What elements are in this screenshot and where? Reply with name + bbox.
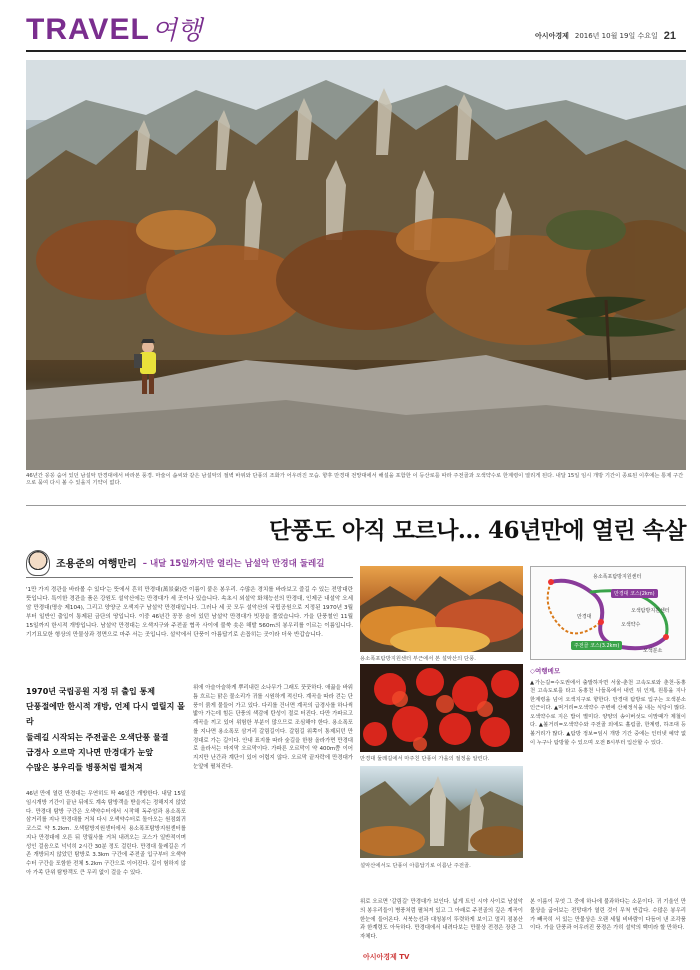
photo-red-maple [360,664,523,752]
subhead: 급경사 오르막 지나면 만경대가 눈앞 [26,747,154,757]
section-title-en: TRAVEL [26,13,150,46]
hero-caption: 46년간 꽁꽁 숨어 있던 남설악 만경대에서 바라본 풍경. 마술이 솜씨와 같은 남설악의 절벽 바위와 단풍의 조화가 어우러진 모습. 향후 만경대 전망대에서 해설을 포함한 이 등산로를 따라 주전골과 오색약수로 한계령이 열리게 된다. 내달 15일 임시 개방 기간이 종료된 이후에는 통제 구간으로 묶여 다시 볼 수 있을지 기약이 없다. [26,473,684,487]
page-header [0,0,700,56]
subhead: 단풍절에만 한시적 개방, 언제 다시 열릴지 몰라 [26,702,185,727]
photo-caption: 용소폭포탐방지원센터 부근에서 본 설악산의 단풍. [360,656,476,662]
trail-map [530,566,686,660]
map-label: 오색탐방지원센터 [631,608,670,614]
headline: 단풍도 아직 모르나… 46년만에 열린 속살 [269,517,686,544]
map-label: 오색분소 [643,648,663,654]
footer-logo [363,952,409,962]
valley-illustration [360,566,523,652]
map-label: 용소폭포탐방지원센터 [593,574,642,580]
mountain-landscape-illustration [26,60,686,470]
maple-leaves-illustration [360,664,523,752]
header-rule [26,50,686,52]
section-logo [26,10,202,47]
photo-foliage-valley [360,566,523,652]
author-caricature-icon [26,550,50,576]
masthead [535,30,676,42]
column-name: 조용준의 여행만리 [56,559,137,570]
issue-date: 2016년 10월 19일 수요일 [574,32,658,40]
section-title-ko: 여행 [151,16,203,46]
travel-memo-text: ▲가는길=수도권에서 출발하자면 서울-춘천 고속도로와 춘천-동홍천 고속도로를 타고 동홍천 나들목에서 내린 뒤 인제, 원통을 지나 한계령을 넘어 오색지구로 향한다. 만경대 탐방로 입구는 오색분소 인근이다. ▲먹거리=오색약수 주변에 산채정식을 내는 식당이 많다. 오색약수로 지은 밥이 별미다. 양양의 송이버섯도 이맘때가 제철이다. ▲볼거리=오색약수와 주전골 외에도 흘림골, 한계령, 하조대 등 볼거리가 많다. ▲탐방 정보=임시 개방 기간 중에는 인터넷 예약 없이 누구나 탐방할 수 있으며 오전 8시부터 입산할 수 있다. [530,679,686,746]
subhead: 1970년 국립공원 지정 뒤 출입 통제 [26,687,155,696]
hero-photo [26,60,686,470]
footer-logo-a: 아시아경제 [363,953,397,961]
map-course-tag: 만경대 코스(2km) [611,589,658,598]
travel-memo-title: ◇여행메모 [530,667,561,675]
footer-logo-b: TV [399,953,410,961]
article-lead: '1만 가지 경관을 바라볼 수 있다'는 뜻에서 흔히 만경대(萬景臺)란 이름이 붙은 봉우리. 수많은 경치를 바라보고 즐길 수 있는 전망대란 뜻입니다. 특이한 경관을 품은 강원도 설악산에는 만경대가 세 곳이나 있습니다. 속초시 외설악 화채능선의 만경대, 인제군 내설악 오세암 만경대(명승 제104), 그리고 양양군 오색지구 남설악 만경대입니다. 그러나 세 곳 모두 설악산의 국립공원으로 지정된 1970년 3월부터 일반인 출입이 통제된 금단의 땅입니다. 이중 46년간 꽁꽁 숨어 있던 남설악 만경대가 빗장을 풀었습니다. 가을 단풍철인 11월 15일까지 한시적 개방입니다. 남설악 만경대는 오색지구와 주전골 협곡 사이에 불쑥 솟은 해발 560m의 봉우리를 이르는 이름입니다. 기기묘묘한 형상의 만물상과 정면으로 마주 서는 곳입니다. 설악에서 단풍이 아름답기로 손꼽히는 곳이라 더욱 반갑습니다. [26,587,353,638]
subhead: 둘레길 시작되는 주전골은 오색단풍 물결 [26,732,169,742]
body-column-3: 위로 오르면 '갈림길' 만경대가 보인다. 넓게 트인 시야 사이로 남설악의 봉우리들이 병풍처럼 펼쳐져 있고 그 아래로 주전골의 깊은 계곡이 한눈에 들어온다. 서북능선과 대청봉이 뚜렷하게 보이고 멀리 점봉산과 한계령도 아득하다. 만경대에서 내려다보는 만물상 전경은 장관 그 자체다. [360,899,523,940]
article-subheads [26,684,186,775]
body-column-2: 위에 아슬아슬하게 뿌리내린 소나무가 그래도 꿋꿋하다. 애끓을 바위틈 흐르는 맑은 물소리가 귀를 시원하게 적신다. 계곡을 따라 걷는 단풍이 붉게 물들어 가고 있다. 다리를 건너면 계곡의 급경사를 하나씩 밟아 가는데 힘든 단풍의 색감에 탄성이 절로 터진다. 다만 가파르고 계곡을 끼고 있어 위험한 부분이 많으므로 조심해야 한다. 용소폭포를 지나면 용소폭포 삼거리 갈림길이다. 갈림길 위쪽이 통제되던 만경대로 가는 길이다. 안내 표지를 따라 숲길을 한참 올라가면 만경대로 올라서는 마지막 오르막이다. 가파른 오르막이 약 400m쯤 이어지지만 난간과 계단이 있어 어렵지 않다. 오르막 끝자락에 만경대가 눈앞에 펼쳐진다. [193,685,353,770]
column-subtitle: – 내달 15일까지만 열리는 남설악 만경대 둘레길 [142,558,325,569]
photo-jujeongol [360,766,523,858]
map-label: 오색약수 [621,622,641,628]
column-byline [26,548,353,578]
body-column-1: 46년 만에 열린 만경대는 우연히도 딱 46일간 개방한다. 내달 15일 임시개방 기간이 끝난 뒤에도 계속 탐방객을 받을지는 정해지지 않았다. 만경대 탐방 구간은 오색약수터에서 시작해 독주암과 용소폭포 삼거리를 지나 만경대를 거쳐 다시 오색약수터로 돌아오는 원점회귀 코스로 약 5.2km. 오색탐방지원센터에서 용소폭포탐방지원센터를 지나 만경대에 오른 뒤 망월사를 거쳐 내려오는 코스가 일반적이며 성인 걸음으로 넉넉히 2시간 30분 정도 걸린다. 만경대 둘레길은 기존 개방되지 않았던 탐방로 3.3km 구간에 주전골 입구부터 오색약수터 구간을 포함한 전체 5.2km 구간으로 이어진다. 길이 험하지 않아 가족 단위 탐방객도 큰 무리 없이 걸을 수 있다. [26,791,186,876]
map-label: 만경대 [577,614,592,620]
body-column-4: 본 이름이 무엇 그 중에 하나에 불과하다는 소문이다. 귀 기울인 만물상을 굽어보는 전망대가 열린 것이 무척 반갑다. 수많은 봉우리가 빼곡히 서 있는 만물상은 오랜 세월 비바람이 다듬어 낸 조각품이다. 가을 단풍과 어우러진 풍경은 가히 설악의 백미라 할 만하다. [530,899,686,932]
page-number: 21 [663,30,676,42]
photo-caption: 설악산에서도 단풍이 아름답기로 이름난 주전골. [360,863,471,869]
photo-caption: 만경대 둘레길에서 마주친 단풍이 가을의 절정을 알린다. [360,756,490,762]
subhead: 수많은 봉우리들 병풍처럼 펼쳐져 [26,762,143,772]
map-course-tag: 주전골 코스(3.2km) [571,641,622,650]
newspaper-name: 아시아경제 [535,32,569,40]
gorge-illustration [360,766,523,858]
travel-memo [530,666,686,747]
headline-area [26,505,686,543]
